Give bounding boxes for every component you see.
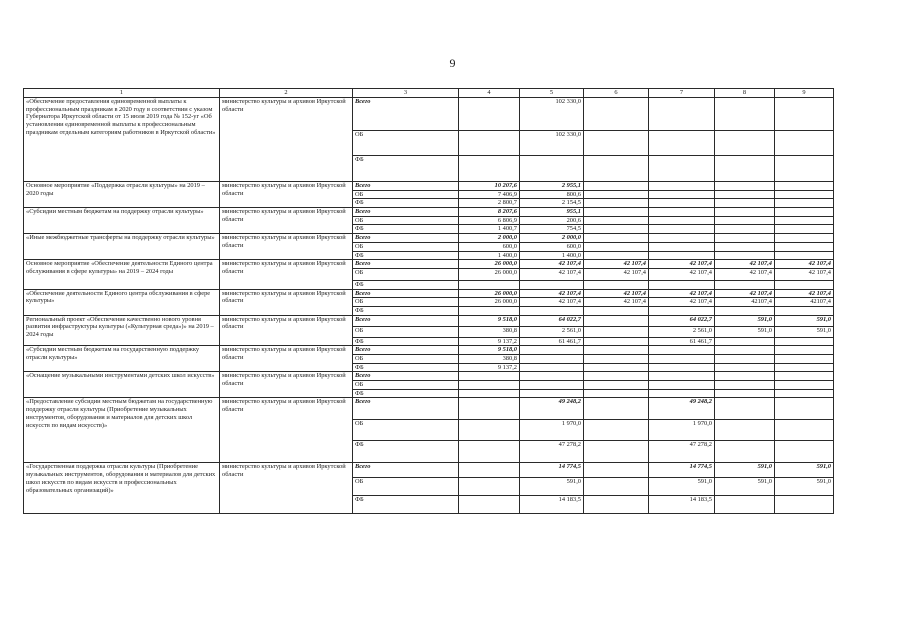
amount-c9: 42107,4 (775, 298, 834, 307)
table-row (24, 234, 834, 243)
amount-c9 (775, 306, 834, 315)
amount-c8 (715, 363, 775, 372)
amount-c4 (459, 372, 520, 381)
amount-c5: 42 107,4 (520, 289, 584, 298)
amount-c6 (584, 225, 649, 234)
amount-c5: 64 022,7 (520, 315, 584, 326)
amount-c8 (715, 182, 775, 191)
table-row (24, 208, 834, 217)
amount-c4 (459, 306, 520, 315)
amount-c4: 9 518,0 (459, 346, 520, 355)
amount-c7: 42 107,4 (649, 260, 715, 269)
amount-c8 (715, 234, 775, 243)
amount-c5: 1 400,0 (520, 251, 584, 260)
amount-c8: 591,0 (715, 315, 775, 326)
amount-c8 (715, 389, 775, 398)
amount-c4: 26 000,0 (459, 268, 520, 280)
amount-c8: 42 107,4 (715, 260, 775, 269)
budget-table (23, 88, 834, 514)
funding-source: ФБ (353, 337, 459, 346)
amount-c8 (715, 199, 775, 208)
amount-c5 (520, 389, 584, 398)
amount-c7: 49 248,2 (649, 398, 715, 420)
header-row (24, 89, 834, 98)
executor: министерство культуры и архивов Иркутской области (220, 346, 353, 372)
amount-c7 (649, 190, 715, 199)
amount-c9 (775, 337, 834, 346)
amount-c5: 200,6 (520, 216, 584, 225)
table-row (24, 463, 834, 478)
funding-source: Всего (353, 463, 459, 478)
amount-c9 (775, 363, 834, 372)
executor: министерство культуры и архивов Иркутской области (220, 208, 353, 234)
amount-c9 (775, 190, 834, 199)
amount-c8 (715, 372, 775, 381)
amount-c9: 591,0 (775, 326, 834, 337)
activity-name: «Предоставление субсидии местным бюджетам на государственную поддержку отрасли культуры (Приобретение музыкальных инструментов, оборудования и материалов для детских школ искусств по видам искусств)» (24, 398, 220, 463)
amount-c5: 754,5 (520, 225, 584, 234)
amount-c4: 9 137,2 (459, 337, 520, 346)
amount-c7 (649, 363, 715, 372)
amount-c7 (649, 131, 715, 156)
amount-c4: 2 800,7 (459, 199, 520, 208)
amount-c4: 2 000,0 (459, 234, 520, 243)
amount-c8: 591,0 (715, 326, 775, 337)
amount-c5: 955,1 (520, 208, 584, 217)
funding-source: ФБ (353, 280, 459, 289)
amount-c9: 591,0 (775, 478, 834, 496)
header-cell: 2 (220, 89, 353, 98)
executor: министерство культуры и архивов Иркутской области (220, 372, 353, 398)
amount-c7 (649, 389, 715, 398)
header-cell: 9 (775, 89, 834, 98)
activity-name: «Субсидии местным бюджетам на государственную поддержку отрасли культуры» (24, 346, 220, 372)
amount-c8 (715, 306, 775, 315)
table-row (24, 182, 834, 191)
amount-c9 (775, 242, 834, 251)
amount-c6 (584, 478, 649, 496)
amount-c7: 14 183,5 (649, 496, 715, 514)
activity-name: Основное мероприятие «Обеспечение деятельности Единого центра обслуживания в сфере культуры» на 2019 – 2024 годы (24, 260, 220, 289)
funding-source: Всего (353, 234, 459, 243)
amount-c6 (584, 216, 649, 225)
amount-c6 (584, 234, 649, 243)
funding-source: ОБ (353, 355, 459, 364)
amount-c9 (775, 208, 834, 217)
table-body (24, 98, 834, 514)
amount-c4: 26 000,0 (459, 260, 520, 269)
amount-c5: 14 183,5 (520, 496, 584, 514)
amount-c5: 1 970,0 (520, 420, 584, 441)
amount-c8 (715, 355, 775, 364)
amount-c7 (649, 251, 715, 260)
amount-c5: 49 248,2 (520, 398, 584, 420)
amount-c8 (715, 216, 775, 225)
amount-c7: 47 278,2 (649, 441, 715, 463)
amount-c5: 42 107,4 (520, 298, 584, 307)
header-cell: 5 (520, 89, 584, 98)
amount-c8 (715, 280, 775, 289)
funding-source: Всего (353, 398, 459, 420)
amount-c5: 2 955,1 (520, 182, 584, 191)
amount-c6 (584, 199, 649, 208)
funding-source: ОБ (353, 268, 459, 280)
amount-c5 (520, 156, 584, 182)
activity-name: «Обеспечение деятельности Единого центра обслуживания в сфере культуры» (24, 289, 220, 315)
amount-c9 (775, 280, 834, 289)
amount-c4: 380,8 (459, 326, 520, 337)
amount-c4 (459, 280, 520, 289)
amount-c5 (520, 355, 584, 364)
header-cell: 7 (649, 89, 715, 98)
amount-c9 (775, 381, 834, 390)
amount-c4 (459, 398, 520, 420)
amount-c4 (459, 389, 520, 398)
amount-c9 (775, 398, 834, 420)
activity-name: «Обеспечение предоставления единовременной выплаты к профессиональным праздникам в 2020 году в соответствии с указом Губернатора Иркутской области от 15 июля 2019 года № 152-уг «Об установлении единовременной выплаты к профессиональным праздникам отдельным категориям работников в Иркутской области» (24, 98, 220, 182)
amount-c4 (459, 156, 520, 182)
activity-name: «Государственная поддержка отрасли культуры (Приобретение музыкальных инструментов, оборудования и материалов для детских школ искусств по видам искусств и профессиональных образовательных организаций)» (24, 463, 220, 514)
amount-c4: 600,0 (459, 242, 520, 251)
funding-source: ОБ (353, 420, 459, 441)
amount-c9: 42 107,4 (775, 260, 834, 269)
amount-c8 (715, 190, 775, 199)
amount-c7 (649, 381, 715, 390)
table-row (24, 260, 834, 269)
funding-source: ФБ (353, 389, 459, 398)
amount-c7 (649, 234, 715, 243)
amount-c4 (459, 441, 520, 463)
funding-source: Всего (353, 372, 459, 381)
amount-c9 (775, 182, 834, 191)
header-cell: 6 (584, 89, 649, 98)
funding-source: ФБ (353, 156, 459, 182)
header-cell: 8 (715, 89, 775, 98)
amount-c6 (584, 398, 649, 420)
amount-c5: 42 107,4 (520, 268, 584, 280)
amount-c6 (584, 98, 649, 131)
amount-c9 (775, 225, 834, 234)
funding-source: ОБ (353, 242, 459, 251)
amount-c7: 2 561,0 (649, 326, 715, 337)
amount-c7 (649, 216, 715, 225)
funding-source: ОБ (353, 131, 459, 156)
funding-source: ФБ (353, 251, 459, 260)
amount-c4: 8 207,6 (459, 208, 520, 217)
amount-c6 (584, 337, 649, 346)
funding-source: ОБ (353, 298, 459, 307)
amount-c8 (715, 156, 775, 182)
funding-source: ОБ (353, 381, 459, 390)
amount-c7 (649, 98, 715, 131)
amount-c6 (584, 326, 649, 337)
page-number: 9 (449, 56, 456, 70)
amount-c9 (775, 251, 834, 260)
amount-c4: 26 000,0 (459, 298, 520, 307)
amount-c6 (584, 131, 649, 156)
activity-name: Основное мероприятие «Поддержка отрасли культуры» на 2019 – 2020 годы (24, 182, 220, 208)
executor: министерство культуры и архивов Иркутской области (220, 398, 353, 463)
amount-c7 (649, 225, 715, 234)
amount-c6: 42 107,4 (584, 289, 649, 298)
amount-c7 (649, 208, 715, 217)
amount-c4: 10 207,6 (459, 182, 520, 191)
amount-c8 (715, 381, 775, 390)
funding-source: ФБ (353, 306, 459, 315)
table-row (24, 372, 834, 381)
executor: министерство культуры и архивов Иркутской области (220, 315, 353, 346)
amount-c8 (715, 208, 775, 217)
amount-c5: 102 330,0 (520, 131, 584, 156)
amount-c6 (584, 280, 649, 289)
amount-c6 (584, 182, 649, 191)
amount-c8: 42 107,4 (715, 268, 775, 280)
table-row (24, 315, 834, 326)
amount-c8 (715, 225, 775, 234)
amount-c7 (649, 280, 715, 289)
funding-source: Всего (353, 346, 459, 355)
amount-c5: 42 107,4 (520, 260, 584, 269)
funding-source: ФБ (353, 199, 459, 208)
amount-c9: 42 107,4 (775, 268, 834, 280)
amount-c9 (775, 441, 834, 463)
amount-c9: 591,0 (775, 463, 834, 478)
funding-source: ФБ (353, 363, 459, 372)
amount-c5: 600,0 (520, 242, 584, 251)
amount-c5 (520, 363, 584, 372)
amount-c7: 42 107,4 (649, 289, 715, 298)
amount-c9 (775, 131, 834, 156)
amount-c4 (459, 131, 520, 156)
executor: министерство культуры и архивов Иркутской области (220, 182, 353, 208)
amount-c6 (584, 381, 649, 390)
amount-c6 (584, 496, 649, 514)
header-cell: 3 (353, 89, 459, 98)
amount-c8 (715, 98, 775, 131)
executor: министерство культуры и архивов Иркутской области (220, 260, 353, 289)
amount-c8 (715, 242, 775, 251)
amount-c4: 9 518,0 (459, 315, 520, 326)
amount-c8: 42107,4 (715, 298, 775, 307)
amount-c4: 380,8 (459, 355, 520, 364)
funding-source: ФБ (353, 225, 459, 234)
funding-source: ОБ (353, 326, 459, 337)
amount-c6 (584, 190, 649, 199)
amount-c6 (584, 251, 649, 260)
amount-c7 (649, 372, 715, 381)
amount-c5: 14 774,5 (520, 463, 584, 478)
amount-c4 (459, 420, 520, 441)
amount-c9 (775, 420, 834, 441)
amount-c5 (520, 372, 584, 381)
amount-c7 (649, 346, 715, 355)
amount-c5: 47 278,2 (520, 441, 584, 463)
amount-c9 (775, 372, 834, 381)
header-cell: 4 (459, 89, 520, 98)
table-row (24, 289, 834, 298)
amount-c5: 800,6 (520, 190, 584, 199)
funding-source: Всего (353, 260, 459, 269)
amount-c8 (715, 131, 775, 156)
amount-c9 (775, 355, 834, 364)
funding-source: ФБ (353, 496, 459, 514)
amount-c6 (584, 315, 649, 326)
funding-source: Всего (353, 182, 459, 191)
activity-name: «Оснащение музыкальными инструментами детских школ искусств» (24, 372, 220, 398)
activity-name: «Субсидии местным бюджетам на поддержку отрасли культуры» (24, 208, 220, 234)
funding-source: ФБ (353, 441, 459, 463)
amount-c9 (775, 199, 834, 208)
amount-c4 (459, 381, 520, 390)
funding-source: ОБ (353, 190, 459, 199)
header-cell: 1 (24, 89, 220, 98)
amount-c4: 6 806,9 (459, 216, 520, 225)
amount-c6 (584, 441, 649, 463)
table-row (24, 398, 834, 420)
amount-c8 (715, 398, 775, 420)
amount-c6: 42 107,4 (584, 298, 649, 307)
amount-c9 (775, 496, 834, 514)
amount-c6 (584, 420, 649, 441)
amount-c6 (584, 208, 649, 217)
amount-c8 (715, 337, 775, 346)
amount-c4: 7 406,9 (459, 190, 520, 199)
amount-c8 (715, 441, 775, 463)
amount-c8 (715, 496, 775, 514)
amount-c7 (649, 156, 715, 182)
amount-c5: 2 154,5 (520, 199, 584, 208)
amount-c7: 591,0 (649, 478, 715, 496)
amount-c9 (775, 389, 834, 398)
amount-c6 (584, 355, 649, 364)
amount-c9 (775, 156, 834, 182)
amount-c7 (649, 306, 715, 315)
amount-c4 (459, 478, 520, 496)
amount-c5: 61 461,7 (520, 337, 584, 346)
funding-source: Всего (353, 315, 459, 326)
activity-name: Региональный проект «Обеспечение качественно нового уровня развития инфраструктуры культуры («Культурная среда»)» на 2019 – 2024 годы (24, 315, 220, 346)
amount-c7: 14 774,5 (649, 463, 715, 478)
amount-c5: 102 330,0 (520, 98, 584, 131)
amount-c8 (715, 346, 775, 355)
amount-c6 (584, 363, 649, 372)
amount-c7: 42 107,4 (649, 268, 715, 280)
amount-c7: 1 970,0 (649, 420, 715, 441)
amount-c4: 9 137,2 (459, 363, 520, 372)
amount-c7 (649, 182, 715, 191)
amount-c5 (520, 280, 584, 289)
amount-c6 (584, 372, 649, 381)
amount-c9 (775, 234, 834, 243)
amount-c4 (459, 98, 520, 131)
amount-c7 (649, 355, 715, 364)
executor: министерство культуры и архивов Иркутской области (220, 463, 353, 514)
amount-c7: 42 107,4 (649, 298, 715, 307)
amount-c9 (775, 346, 834, 355)
amount-c5 (520, 381, 584, 390)
amount-c4 (459, 496, 520, 514)
amount-c9 (775, 98, 834, 131)
amount-c4: 1 400,7 (459, 225, 520, 234)
amount-c5 (520, 346, 584, 355)
amount-c4 (459, 463, 520, 478)
amount-c6 (584, 306, 649, 315)
amount-c6 (584, 242, 649, 251)
amount-c5: 591,0 (520, 478, 584, 496)
funding-source: Всего (353, 208, 459, 217)
amount-c8: 42 107,4 (715, 289, 775, 298)
amount-c7 (649, 242, 715, 251)
amount-c6: 42 107,4 (584, 260, 649, 269)
amount-c4: 26 000,0 (459, 289, 520, 298)
amount-c9: 42 107,4 (775, 289, 834, 298)
funding-source: ОБ (353, 216, 459, 225)
amount-c4: 1 400,0 (459, 251, 520, 260)
table-row (24, 98, 834, 131)
amount-c7: 61 461,7 (649, 337, 715, 346)
amount-c6 (584, 156, 649, 182)
amount-c7 (649, 199, 715, 208)
amount-c8: 591,0 (715, 478, 775, 496)
amount-c8: 591,0 (715, 463, 775, 478)
amount-c5: 2 000,0 (520, 234, 584, 243)
amount-c6 (584, 463, 649, 478)
amount-c8 (715, 420, 775, 441)
amount-c7: 64 022,7 (649, 315, 715, 326)
amount-c6 (584, 389, 649, 398)
amount-c5 (520, 306, 584, 315)
executor: министерство культуры и архивов Иркутской области (220, 98, 353, 182)
amount-c6 (584, 346, 649, 355)
funding-source: ОБ (353, 478, 459, 496)
executor: министерство культуры и архивов Иркутской области (220, 234, 353, 260)
table-row (24, 346, 834, 355)
amount-c9: 591,0 (775, 315, 834, 326)
funding-source: Всего (353, 289, 459, 298)
executor: министерство культуры и архивов Иркутской области (220, 289, 353, 315)
amount-c8 (715, 251, 775, 260)
funding-source: Всего (353, 98, 459, 131)
amount-c9 (775, 216, 834, 225)
activity-name: «Иные межбюджетные трансферты на поддержку отрасли культуры» (24, 234, 220, 260)
amount-c5: 2 561,0 (520, 326, 584, 337)
amount-c6: 42 107,4 (584, 268, 649, 280)
